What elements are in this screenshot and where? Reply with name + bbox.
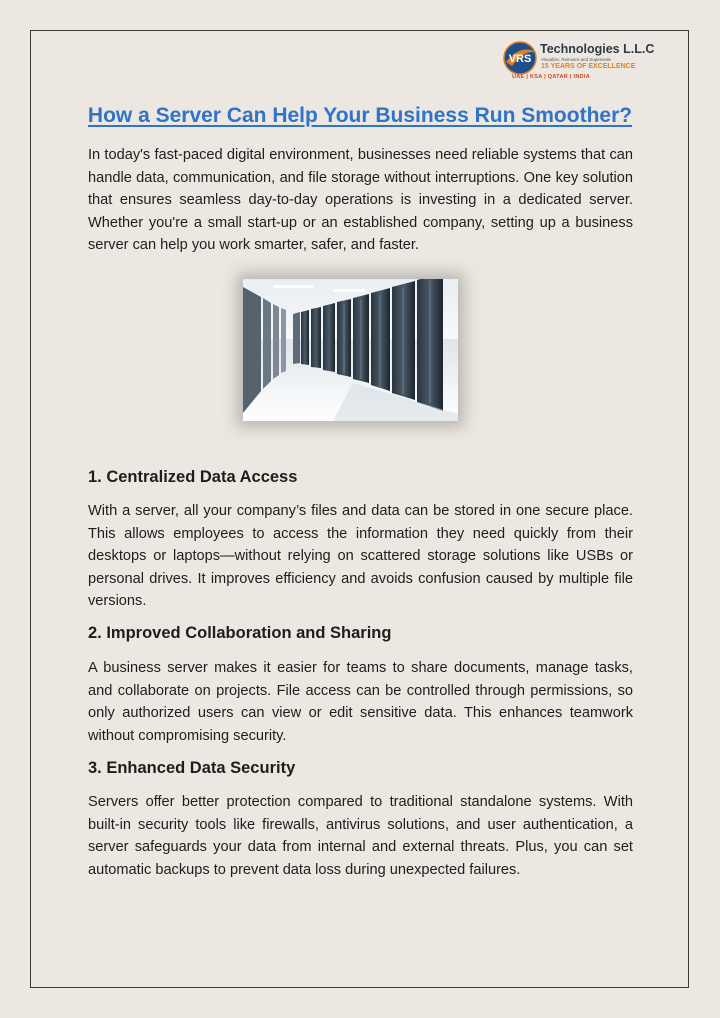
- page-title: How a Server Can Help Your Business Run Smoother?: [87, 104, 633, 127]
- section-heading: 2. Improved Collaboration and Sharing: [88, 624, 392, 642]
- server-racks-picture: [243, 279, 458, 421]
- section-heading: 3. Enhanced Data Security: [88, 759, 296, 777]
- logo-tagline: Visualize, Reinvent and Supersede: [541, 57, 611, 62]
- logo-countries: UAE | KSA | QATAR | INDIA: [512, 74, 591, 80]
- server-room-image: [243, 279, 458, 421]
- section-heading: 1. Centralized Data Access: [88, 468, 298, 486]
- intro-paragraph: In today's fast-paced digital environment, businesses need reliable systems that can handle data, communication, and file storage without interruptions. One key solution that ensures seamless day-to-day operations is investing in a dedicated server. Whether you're a small start-up or an established company, setting up a business server can help you work smarter, safer, and faster.: [88, 147, 633, 254]
- section-paragraph: With a server, all your company’s files and data can be stored in one secure place. This allows employees to access the information they need quickly from their desktops or laptops—without relying on scattered storage solutions like USBs or personal drives. It improves efficiency and avoids confusion caused by multiple file versions.: [88, 503, 633, 610]
- company-logo: [500, 38, 655, 86]
- logo-company-name: Technologies L.L.C: [540, 42, 655, 56]
- logo-mark: VRS: [508, 53, 532, 65]
- section-paragraph: Servers offer better protection compared to traditional standalone systems. With built-in security tools like firewalls, antivirus solutions, and user authentication, a server safeguards your data from internal and external threats. Plus, you can set automatic backups to prevent data loss during unexpected failures.: [88, 794, 633, 878]
- logo-globe-icon: [502, 40, 542, 76]
- section-paragraph: A business server makes it easier for teams to share documents, manage tasks, and collaborate on projects. File access can be controlled through permissions, so only authorized users can view or edit sensitive data. This enhances teamwork without compromising security.: [88, 660, 633, 744]
- logo-years-badge: 15 YEARS OF EXCELLENCE: [541, 63, 636, 70]
